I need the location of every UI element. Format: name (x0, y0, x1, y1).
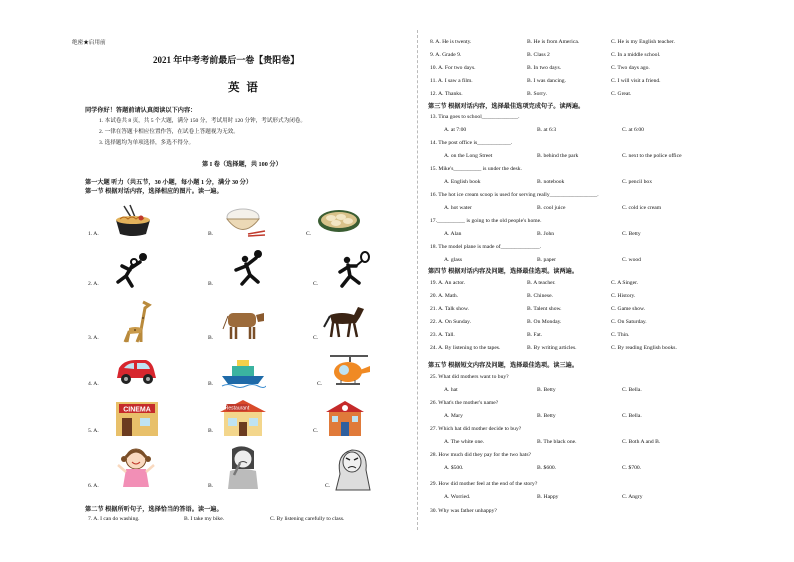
option-label: 3. A. (88, 335, 99, 341)
question-option: B. I was dancing. (527, 78, 566, 84)
question-option: B. He is from America. (527, 39, 580, 45)
option-label: 6. A. (88, 483, 99, 489)
question-option: C. wood (622, 257, 641, 263)
question-option: C. pencil box (622, 179, 652, 185)
question-option: 12. A. Thanks. (430, 91, 463, 97)
question-option: B. behind the park (537, 153, 579, 159)
option-label: B. (208, 281, 214, 287)
question-option: B. By writing articles. (527, 345, 577, 351)
question-option: A. $500. (444, 465, 464, 471)
tennis-icon (332, 250, 372, 290)
question-option: B. paper (537, 257, 556, 263)
ship-image (220, 356, 266, 388)
question-option: C. History. (611, 293, 636, 299)
section-two-heading: 第二节 根据所听句子，选择恰当的答语。读一遍。 (85, 506, 223, 513)
cow-image (220, 305, 266, 341)
question-stem: 27. Which hat did mother decide to buy? (430, 426, 522, 432)
dumplings-image (316, 206, 362, 236)
question-option: B. cool juice (537, 205, 566, 211)
column-divider (417, 30, 418, 530)
happy-girl-image (114, 445, 158, 493)
exam-title: 2021 年中考考前最后一卷【贵阳卷】 (153, 55, 300, 65)
basketball-icon (228, 248, 268, 288)
question-option: C. Both A and B. (622, 439, 661, 445)
question-option: C. Angry (622, 494, 643, 500)
question-option: 8. A. He is twenty. (430, 39, 472, 45)
question-option: 23. A. Tall. (430, 332, 455, 338)
question-stem: 17.__________ is going to the old people's home. (430, 218, 542, 224)
question-stem: 28. How much did they pay for the two hats? (430, 452, 531, 458)
question-option: A. English book (444, 179, 481, 185)
option-label: C. (325, 483, 331, 489)
option-label: C. (317, 381, 323, 387)
question-option: A. at 7:00 (444, 127, 467, 133)
option-label: 4. A. (88, 381, 99, 387)
question-option: C. $700. (622, 465, 642, 471)
question-option: B. Class 2 (527, 52, 550, 58)
question-option: B. John (537, 231, 555, 237)
question-option: C. I will visit a friend. (611, 78, 661, 84)
question-option: C. Betty (622, 231, 641, 237)
question-stem: 13. Tina goes to school_____________. (430, 114, 520, 120)
question-option: B. Talent show. (527, 306, 562, 312)
option-label: C. (313, 335, 319, 341)
question-option: A. Mary (444, 413, 463, 419)
sad-girl-image (220, 443, 266, 493)
question-option: B. Betty (537, 413, 556, 419)
question-option: B. Fat. (527, 332, 543, 338)
note-line: 1. 本试卷共 8 页，共 5 个大题，满分 150 分，考试用时 120 分钟，考试形式为闭卷。 (99, 118, 306, 124)
subject-title: 英 语 (228, 82, 260, 94)
question-option: C. Bella. (622, 387, 642, 393)
question-option: B. $600. (537, 465, 557, 471)
question-option: B. Happy (537, 494, 559, 500)
question-option: 24. A. By listening to the tapes. (430, 345, 501, 351)
q7-option-a: 7. A. I can do washing. (88, 516, 140, 522)
cinema-image (114, 398, 160, 438)
volleyball-icon (114, 250, 154, 290)
option-label: B. (208, 381, 214, 387)
question-option: B. Sorry. (527, 91, 547, 97)
option-label: B. (208, 335, 214, 341)
option-label: 5. A. (88, 428, 99, 434)
question-option: A. glass (444, 257, 463, 263)
question-stem: 18. The model plane is made of______________. (430, 244, 542, 250)
car-image (114, 354, 158, 388)
angry-person-image (330, 444, 376, 494)
question-option: B. The black one. (537, 439, 577, 445)
question-option: 9. A. Grade 9. (430, 52, 462, 58)
q7-option-b: B. I take my bike. (184, 516, 225, 522)
question-option: 19. A. An actor. (430, 280, 466, 286)
question-option: A. hat (444, 387, 458, 393)
option-label: 2. A. (88, 281, 99, 287)
section-four-heading: 第四节 根据对话内容及问题，选择最佳选项。读两遍。 (428, 268, 579, 275)
section-three-heading: 第三节 根据对话内容，选择最佳选项完成句子。读两遍。 (428, 103, 585, 110)
question-stem: 25. What did mothers want to buy? (430, 374, 509, 380)
question-stem: 16. The hot ice cream scoop is used for serving really_________________. (430, 192, 599, 198)
option-label: C. (313, 281, 319, 287)
question-option: A. Alan (444, 231, 462, 237)
question-option: B. notebook (537, 179, 565, 185)
option-label: 1. A. (88, 231, 99, 237)
question-option: A. Worried. (444, 494, 471, 500)
question-option: C. Game show. (611, 306, 646, 312)
giraffe-image (115, 300, 153, 344)
question-option: 20. A. Math. (430, 293, 459, 299)
option-label: C. (313, 428, 319, 434)
helicopter-image (326, 352, 372, 390)
question-option: C. He is my English teacher. (611, 39, 675, 45)
restaurant-image (218, 396, 268, 438)
question-option: C. next to the police office (622, 153, 682, 159)
horse-image (320, 303, 366, 341)
rice-bowl-image (220, 204, 266, 238)
question-option: B. Chinese. (527, 293, 553, 299)
question-option: C. at 6:00 (622, 127, 644, 133)
question-stem: 15. Mike's__________ is under the desk. (430, 166, 522, 172)
question-option: C. Bella. (622, 413, 642, 419)
question-option: C. Two days ago. (611, 65, 650, 71)
question-option: 11. A. I saw a film. (430, 78, 473, 84)
question-option: A. hot water (444, 205, 472, 211)
option-label: B. (208, 483, 214, 489)
restaurant-sign: Restaurant (224, 405, 250, 412)
secret-label: 绝密★启用前 (72, 40, 106, 46)
question-option: B. A teacher. (527, 280, 556, 286)
option-label: C. (306, 231, 312, 237)
cinema-sign: CINEMA (123, 406, 151, 414)
part-one-heading: 第一大题 听力（共五节，30 小题，每小题 1 分，满分 30 分） (85, 179, 253, 186)
question-option: 21. A. Talk show. (430, 306, 469, 312)
section-five-heading: 第五节 根据短文内容及问题，选择最佳选项。读三遍。 (428, 362, 579, 369)
question-option: 10. A. For two days. (430, 65, 476, 71)
question-option: C. cold ice cream (622, 205, 662, 211)
question-option: C. A Singer. (611, 280, 639, 286)
question-option: B. In two days. (527, 65, 562, 71)
question-option: C. Great. (611, 91, 632, 97)
school-image (322, 398, 368, 438)
option-label: B. (208, 231, 214, 237)
section-one-heading: 第一节 根据对话内容，选择相应的图片。读一遍。 (85, 188, 223, 195)
question-option: B. Betty (537, 387, 556, 393)
question-option: B. at 6:3 (537, 127, 557, 133)
question-option: C. In a middle school. (611, 52, 661, 58)
question-stem: 30. Why was father unhappy? (430, 508, 497, 514)
note-line: 3. 选择题均为单项选择，多选不得分。 (99, 140, 195, 146)
volume-heading: 第 I 卷（选择题，共 100 分） (202, 161, 282, 168)
q7-option-c: C. By listening carefully to class. (270, 516, 345, 522)
notes-heading: 同学你好！答题前请认真阅读以下内容： (85, 107, 197, 114)
question-option: C. On Saturday. (611, 319, 647, 325)
question-stem: 26. What's the mother's name? (430, 400, 499, 406)
note-line: 2. 一律在答题卡相应位置作答，在试卷上答题视为无效。 (99, 129, 239, 135)
question-option: B. On Monday. (527, 319, 562, 325)
question-option: 22. A. On Sunday. (430, 319, 471, 325)
question-stem: 14. The post office is____________. (430, 140, 513, 146)
question-option: C. Thin. (611, 332, 630, 338)
question-stem: 29. How did mother feel at the end of the story? (430, 481, 538, 487)
option-label: B. (208, 428, 214, 434)
noodles-image (110, 204, 156, 240)
question-option: A. The white one. (444, 439, 485, 445)
question-option: A. on the Long Street (444, 153, 493, 159)
question-option: C. By reading English books. (611, 345, 677, 351)
